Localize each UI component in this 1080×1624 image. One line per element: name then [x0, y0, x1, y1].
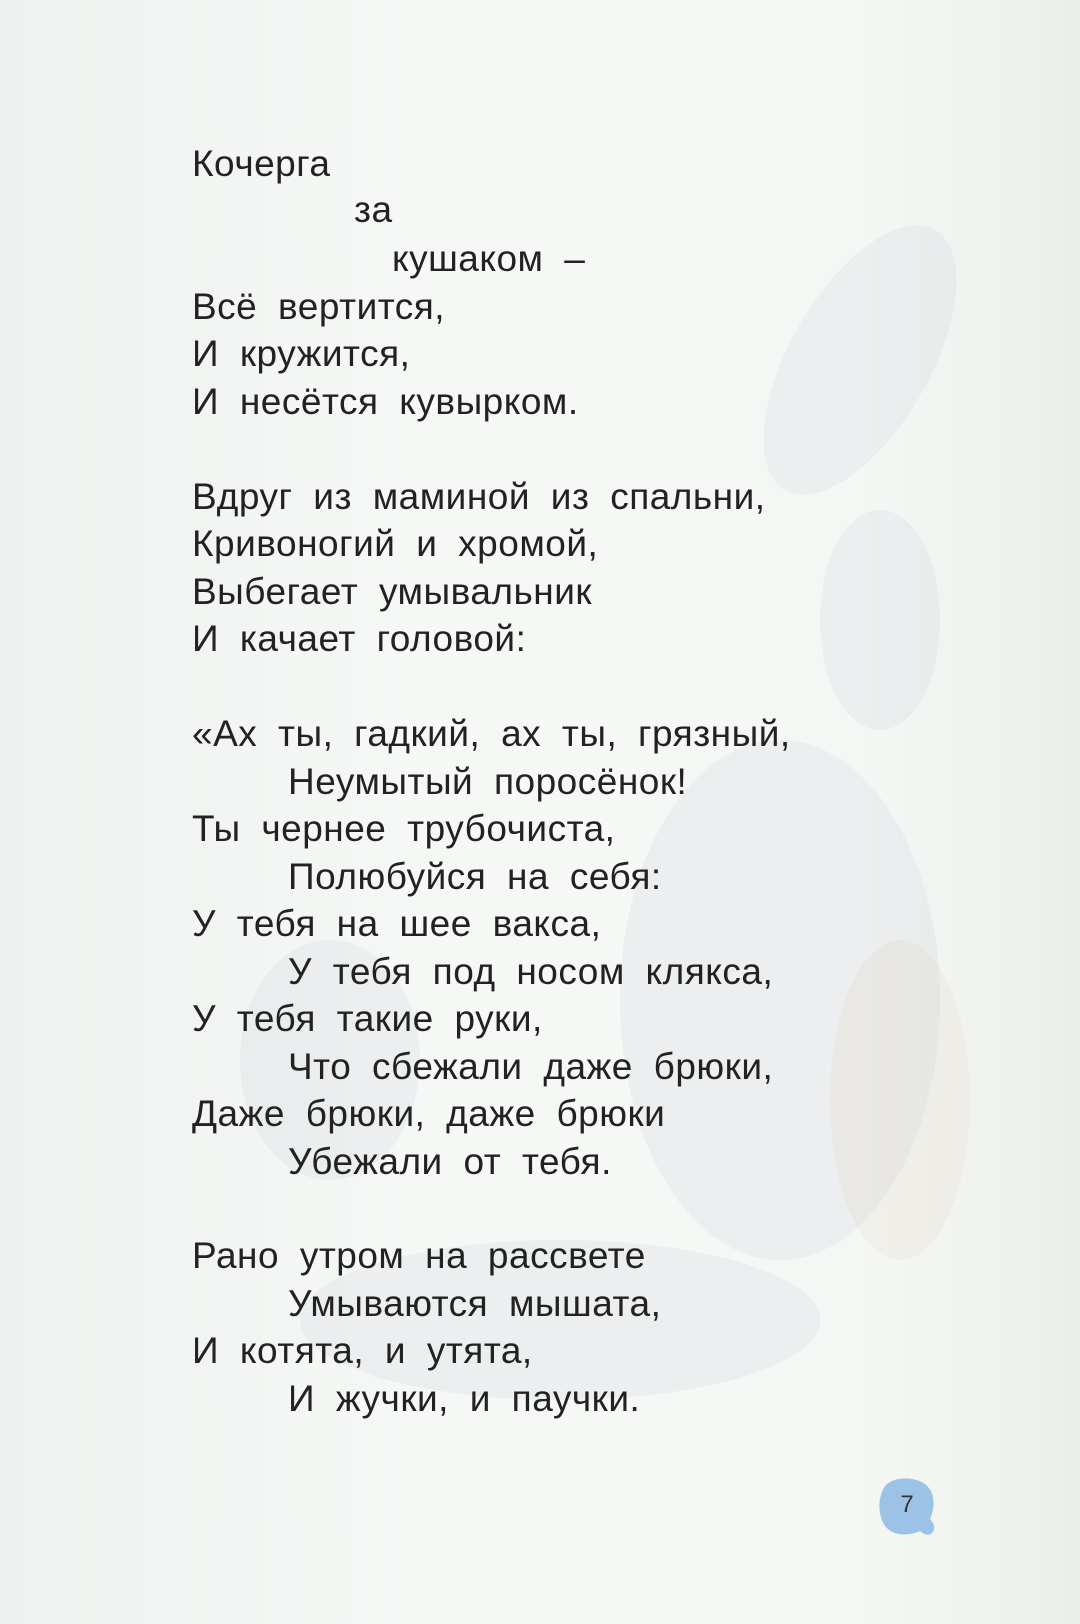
poem-line: Полюбуйся на себя:: [288, 856, 662, 897]
page-number: 7: [900, 1491, 914, 1518]
poem-line: Что сбежали даже брюки,: [288, 1046, 774, 1087]
poem-line: Кривоногий и хромой,: [192, 523, 599, 564]
poem-line: И котята, и утята,: [192, 1330, 533, 1371]
poem-line: И кружится,: [192, 333, 411, 374]
poem-line: за: [354, 189, 393, 230]
poem-line: И качает головой:: [192, 618, 527, 659]
poem-line: У тебя под носом клякса,: [288, 951, 774, 992]
poem-line: У тебя такие руки,: [192, 998, 543, 1039]
poem-line: И несётся кувырком.: [192, 381, 579, 422]
poem-line: У тебя на шее вакса,: [192, 903, 602, 944]
poem-line: Неумытый поросёнок!: [288, 761, 688, 802]
poem-line: И жучки, и паучки.: [288, 1378, 641, 1419]
poem-line: кушаком –: [392, 238, 586, 279]
poem-line: Ты чернее трубочиста,: [192, 808, 616, 849]
poem-line: «Ах ты, гадкий, ах ты, грязный,: [192, 713, 791, 754]
poem-line: Убежали от тебя.: [288, 1141, 612, 1182]
poem-line: Кочерга: [192, 143, 331, 184]
page-number-badge: [876, 1477, 938, 1539]
poem-line: Выбегает умывальник: [192, 571, 593, 612]
poem-line: Вдруг из маминой из спальни,: [192, 476, 766, 517]
poem-line: Даже брюки, даже брюки: [192, 1093, 666, 1134]
poem-line: Рано утром на рассвете: [192, 1235, 646, 1276]
poem-line: Умываются мышата,: [288, 1283, 662, 1324]
poem-line: Всё вертится,: [192, 286, 446, 327]
